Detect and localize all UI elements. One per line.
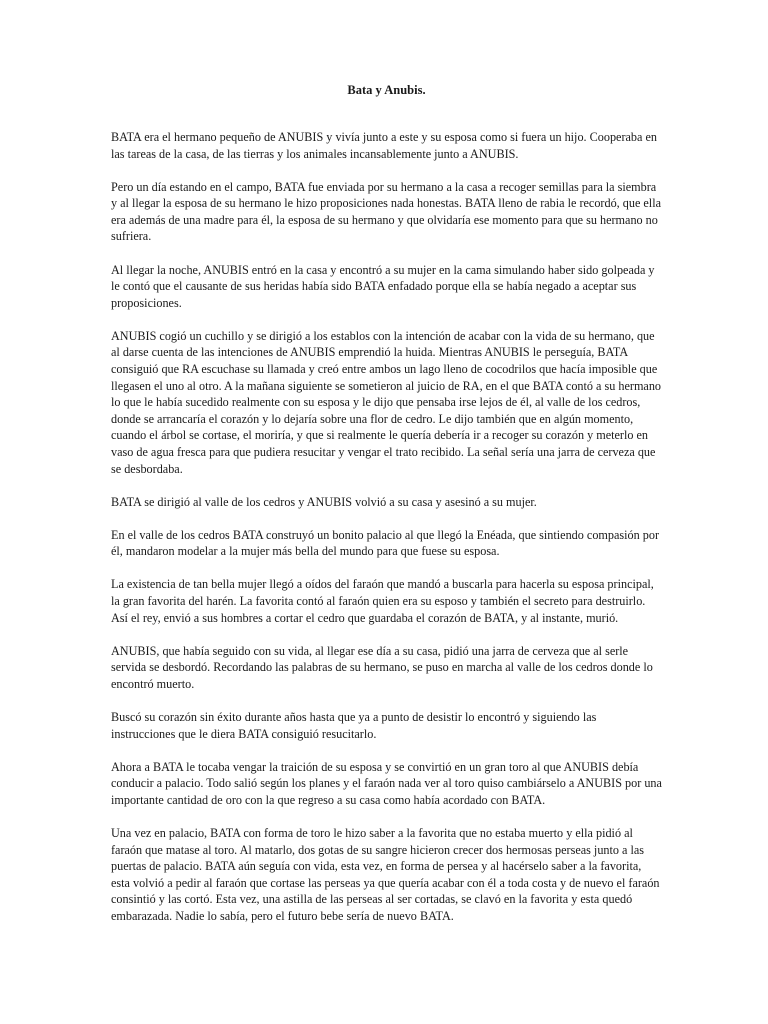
paragraph-1: BATA era el hermano pequeño de ANUBIS y vivía junto a este y su esposa como si fuera un hijo. Cooperaba en las tareas de la casa, de las tierras y los animales incansablemente junto a ANUBIS. [111, 130, 657, 161]
paragraph-9: Buscó su corazón sin éxito durante años hasta que ya a punto de desistir lo encontró y siguiendo las instrucciones que le diera BATA consiguió resucitarlo. [111, 710, 597, 741]
paragraph-3: Al llegar la noche, ANUBIS entró en la casa y encontró a su mujer en la cama simulando haber sido golpeada y le contó que el causante de sus heridas había sido BATA enfadado porque ella se había negado a aceptar sus proposiciones. [111, 262, 655, 310]
document-title: Bata y Anubis. [347, 83, 426, 97]
paragraph-5: BATA se dirigió al valle de los cedros y ANUBIS volvió a su casa y asesinó a su mujer. [111, 494, 537, 509]
paragraph-2: Pero un día estando en el campo, BATA fue enviada por su hermano a la casa a recoger semillas para la siembra y al llegar la esposa de su hermano le hizo proposiciones nada honestas. BATA lleno de rabia le recordó, que ella era además de una madre para él, la esposa de su hermano y que olvidaría ese momento para que su hermano no sufriera. [111, 179, 661, 244]
paragraph-6: En el valle de los cedros BATA construyó un bonito palacio al que llegó la Enéada, que sintiendo compasión por él, mandaron modelar a la mujer más bella del mundo para que fuese su esposa. [111, 527, 659, 559]
paragraph-8: ANUBIS, que había seguido con su vida, al llegar ese día a su casa, pidió una jarra de cerveza que al serle servida se desbordó. Recordando las palabras de su hermano, se puso en marcha al valle de los cedros donde lo encontró muerto. [111, 643, 653, 691]
paragraph-4: ANUBIS cogió un cuchillo y se dirigió a los establos con la intención de acabar con la vida de su hermano, que al darse cuenta de las intenciones de ANUBIS emprendió la huida. Mientras ANUBIS le perseguía, BATA consiguió que RA escuchase su llamada y creó entre ambos un lago lleno de cocodrilos que hacía imposible que llegasen el uno al otro. A la mañana siguiente se sometieron al juicio de RA, en el que BATA contó a su hermano lo que le había sucedido realmente con su esposa y le dijo que pensaba irse lejos de él, al valle de los cedros, donde se arrancaría el corazón y lo dejaría sobre una flor de cedro. Le dijo también que en algún momento, cuando el árbol se cortase, el moriría, y que si realmente le quería debería ir a recoger su corazón y meterlo en vaso de agua fresca para que pudiera resucitar y vengar el trato recibido. La señal sería una jarra de cerveza que se desbordaba. [111, 328, 662, 476]
paragraph-7: La existencia de tan bella mujer llegó a oídos del faraón que mandó a buscarla para hacerla su esposa principal, la gran favorita del harén. La favorita contó al faraón quien era su esposo y también el secreto para destruirlo. Así el rey, envió a sus hombres a cortar el cedro que guardaba el corazón de BATA, y al instante, murió. [111, 577, 654, 625]
paragraph-10: Ahora a BATA le tocaba vengar la traición de su esposa y se convirtió en un gran toro al que ANUBIS debía conducir a palacio. Todo salió según los planes y el faraón nada ver al toro quiso cambiárselo a ANUBIS por una importante cantidad de oro con la que regreso a su casa como había acordado con BATA. [111, 759, 662, 807]
paragraph-11: Una vez en palacio, BATA con forma de toro le hizo saber a la favorita que no estaba muerto y ella pidió al faraón que matase al toro. Al matarlo, dos gotas de su sangre hicieron crecer dos hermosas perseas junto a las puertas de palacio. BATA aún seguía con vida, esta vez, en forma de persea y al hacérselo saber a la favorita, esta volvió a pedir al faraón que cortase las perseas ya que quería acabar con él a toda costa y de nuevo el faraón consintió y las cortó. Esta vez, una astilla de las perseas al ser cortadas, se clavó en la favorita y esta quedó embarazada. Nadie lo sabía, pero el futuro bebe sería de nuevo BATA. [111, 826, 660, 923]
